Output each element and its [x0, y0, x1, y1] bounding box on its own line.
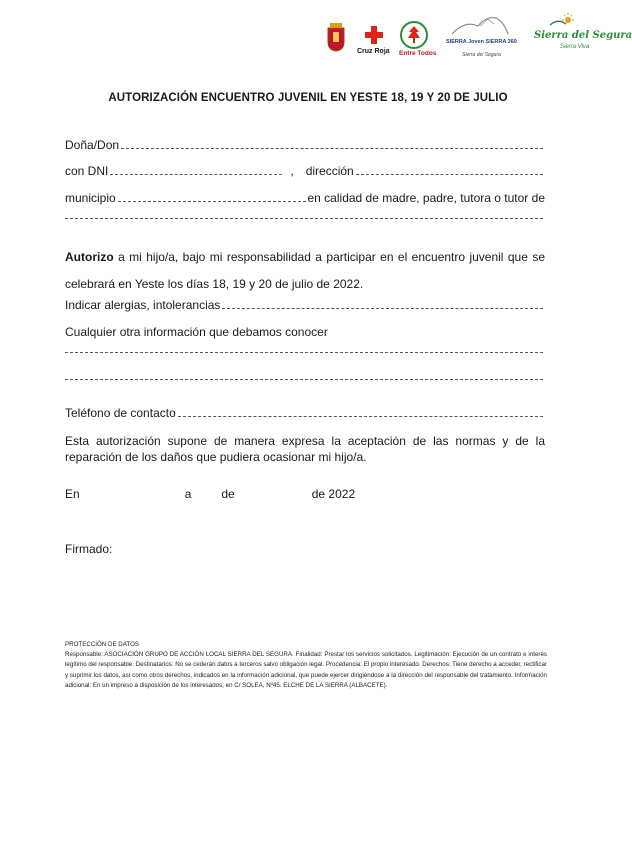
page-title: AUTORIZACIÓN ENCUENTRO JUVENIL EN YESTE 18, 19 Y 20 DE JULIO	[108, 92, 508, 104]
otra-info-label-line	[65, 325, 545, 339]
telefono-field[interactable]	[178, 416, 543, 417]
municipal-shield-logo	[326, 22, 346, 52]
sierra-joven-label: SIERRA Joven SIERRA 360	[446, 39, 517, 45]
date-line	[65, 487, 545, 501]
privacy-notice	[65, 640, 547, 691]
municipio-field[interactable]	[118, 201, 306, 202]
autorizo-paragraph	[65, 244, 545, 298]
direccion-field[interactable]	[356, 174, 543, 175]
dni-direccion-line: con DNI , dirección	[65, 164, 545, 178]
header-logos	[322, 12, 632, 62]
otra-info-field-1[interactable]	[65, 352, 543, 353]
autorizo-line2: celebrará en Yeste los días 18, 19 y 20 de julio de 2022.	[65, 277, 364, 291]
firmado-line	[65, 542, 545, 556]
segura-script-label: Sierra del Segura	[534, 30, 632, 41]
otra-info-line-2	[65, 379, 545, 383]
telefono-line	[65, 406, 545, 420]
otra-info-label: Cualquier otra información que debamos conocer	[65, 325, 328, 339]
dni-field[interactable]	[110, 174, 282, 175]
dona-don-label: Doña/Don	[65, 138, 120, 152]
privacy-body: Responsable: ASOCIACIÓN GRUPO DE ACCIÓN LOCAL SIERRA DEL SEGURA. Finalidad: Prestar los servicios solicitados. Legitimación: Ejecución de un contrato e interés legítimo del responsable. Destinatarios: No se cederán datos a terceros salvo obligación legal. Procedencia: El propio interesado. Derechos: Tiene derecho a acceder, rectificar y suprimir los datos, así como otros derechos, indicados en la información adicional, que puede ejercer dirigiéndose a la dirección del responsable del tratamiento. Información adicional: En un impreso a disposición de los interesados, en C/ SOLEA, Nº45. ELCHE DE LA SIERRA (ALBACETE).	[65, 651, 547, 689]
privacy-heading: PROTECCIÓN DE DATOS	[65, 641, 140, 648]
direccion-label: dirección	[305, 164, 354, 178]
segura-sun-icon	[548, 12, 578, 26]
alergias-label: Indicar alergias, intolerancias	[65, 298, 221, 312]
cruz-roja-label: Cruz Roja	[357, 48, 390, 55]
alergias-field[interactable]	[222, 308, 543, 309]
autorizo-bold: Autorizo	[65, 250, 114, 264]
dni-label: con DNI	[65, 164, 109, 178]
tutor-de-line	[65, 218, 545, 222]
otra-info-field-2[interactable]	[65, 379, 543, 380]
entre-todos-logo	[399, 20, 429, 50]
cruz-roja-icon	[364, 25, 384, 45]
telefono-label: Teléfono de contacto	[65, 406, 176, 420]
acceptance-paragraph: Esta autorización supone de manera expresa la aceptación de las normas y de la reparación de los daños que pudiera ocasionar mi hijo/a.	[65, 434, 545, 464]
date-a-label: a	[184, 487, 192, 501]
tutor-de-field[interactable]	[65, 218, 543, 219]
date-en-label: En	[65, 487, 80, 501]
date-year-label: de 2022	[311, 487, 356, 501]
dona-don-line	[65, 138, 545, 152]
municipio-line	[65, 191, 545, 205]
en-calidad-label: en calidad de madre, padre, tutora o tutor de	[307, 191, 545, 205]
sierra-mountain-logo	[450, 14, 510, 36]
date-de-label: de	[221, 487, 235, 501]
dona-don-field[interactable]	[121, 148, 543, 149]
alergias-line	[65, 298, 545, 312]
municipio-label: municipio	[65, 191, 116, 205]
sierra-joven-sub: Sierra del Segura	[462, 52, 501, 58]
otra-info-line-1	[65, 352, 545, 356]
entre-todos-label: Entre Todos	[399, 50, 437, 57]
firmado-label: Firmado:	[65, 542, 113, 556]
autorizo-line1: a mi hijo/a, bajo mi responsabilidad a participar en el encuentro juvenil que se	[113, 250, 545, 264]
segura-sub-label: Sierra Viva	[560, 44, 590, 50]
